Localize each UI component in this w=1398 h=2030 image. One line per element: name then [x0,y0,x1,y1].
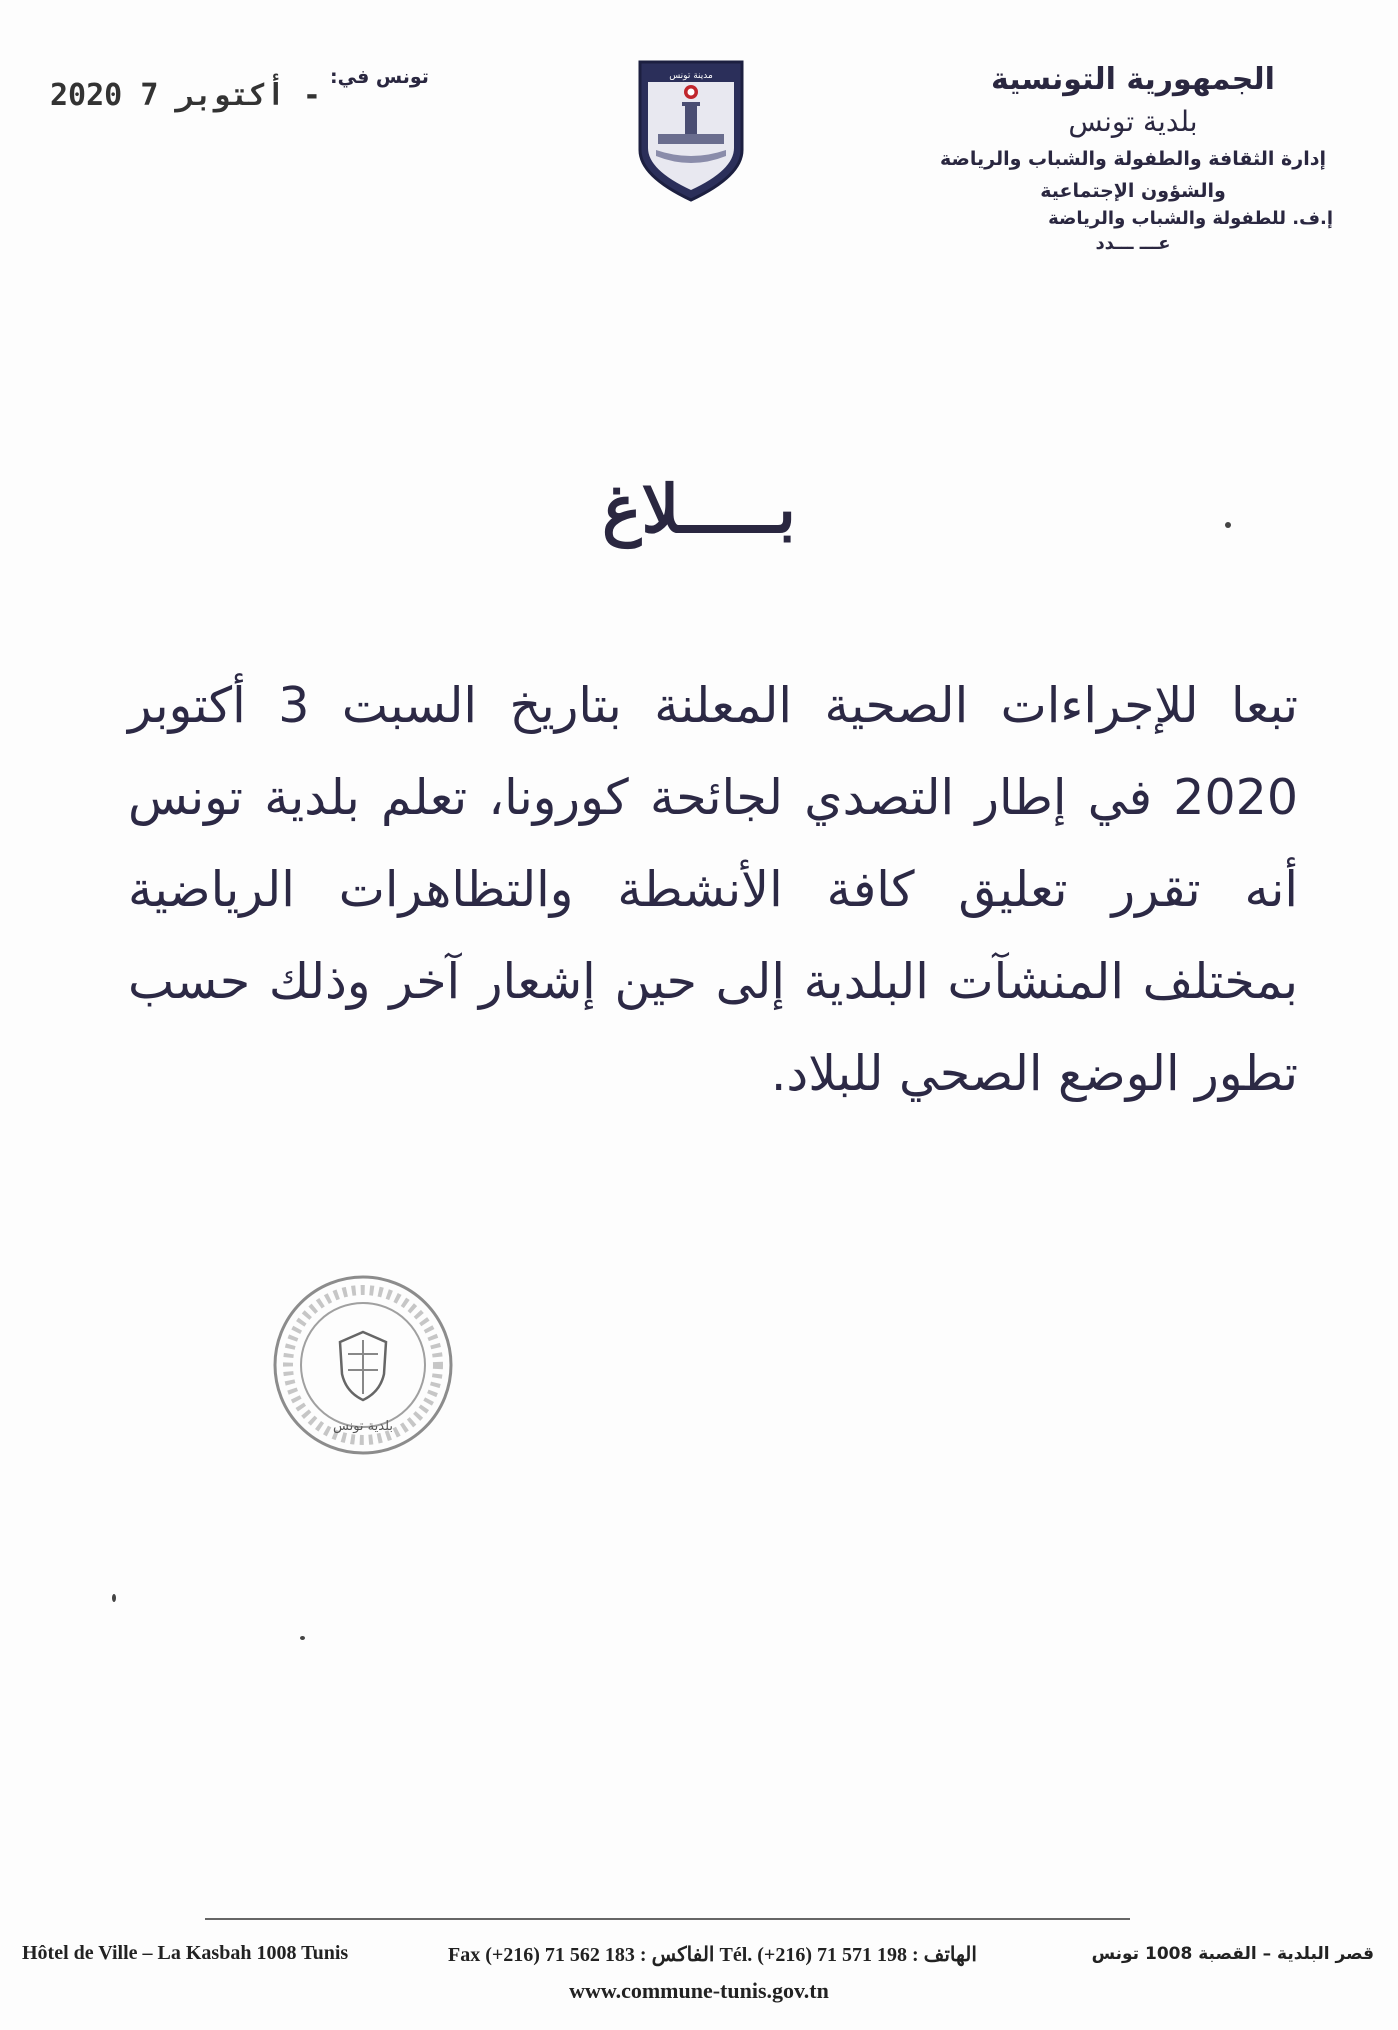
announcement-body: تبعا للإجراءات الصحية المعلنة بتاريخ السبت 3 أكتوبر 2020 في إطار التصدي لجائحة كورونا، تعلم بلدية تونس أنه تقرر تعليق كافة الأنشطة والتظاهرات الرياضية بمختلف المنشآت البلدية إلى حين إشعار آخر وذلك حسب تطور الوضع الصحي للبلاد. [128,677,1298,1102]
department-line-1: إدارة الثقافة والطفولة والشباب والرياضة [940,148,1326,170]
sub-department: إ.ف. للطفولة والشباب والرياضة [1048,208,1333,229]
footer-divider [205,1918,1130,1920]
reference-number-label: عـــ ـــدد [1095,233,1171,254]
city-date-label: تونس في: [330,66,429,88]
footer-phones: Fax (+216) 71 562 183 : الفاكس Tél. (+216) 71 571 198 : الهاتف [448,1944,977,1966]
footer-website: www.commune-tunis.gov.tn [569,1978,829,2003]
letterhead [923,62,1343,254]
department-line-2: والشؤون الإجتماعية [1040,180,1226,202]
footer-address-ar: قصر البلدية – القصبة 1008 تونس [1091,1944,1374,1964]
municipality-emblem [634,58,748,204]
document-title: بـــــلاغ [602,470,796,548]
municipality-name: بلدية تونس [1068,105,1198,138]
date-stamp: 2020 أكتوبر 7 - [50,78,321,113]
emblem-text: مدينة تونس [669,71,713,81]
seal-text: بلدية تونس [333,1419,393,1434]
official-seal [268,1270,458,1460]
republic-name: الجمهورية التونسية [991,62,1275,97]
footer-address-fr: Hôtel de Ville – La Kasbah 1008 Tunis [22,1942,349,1964]
